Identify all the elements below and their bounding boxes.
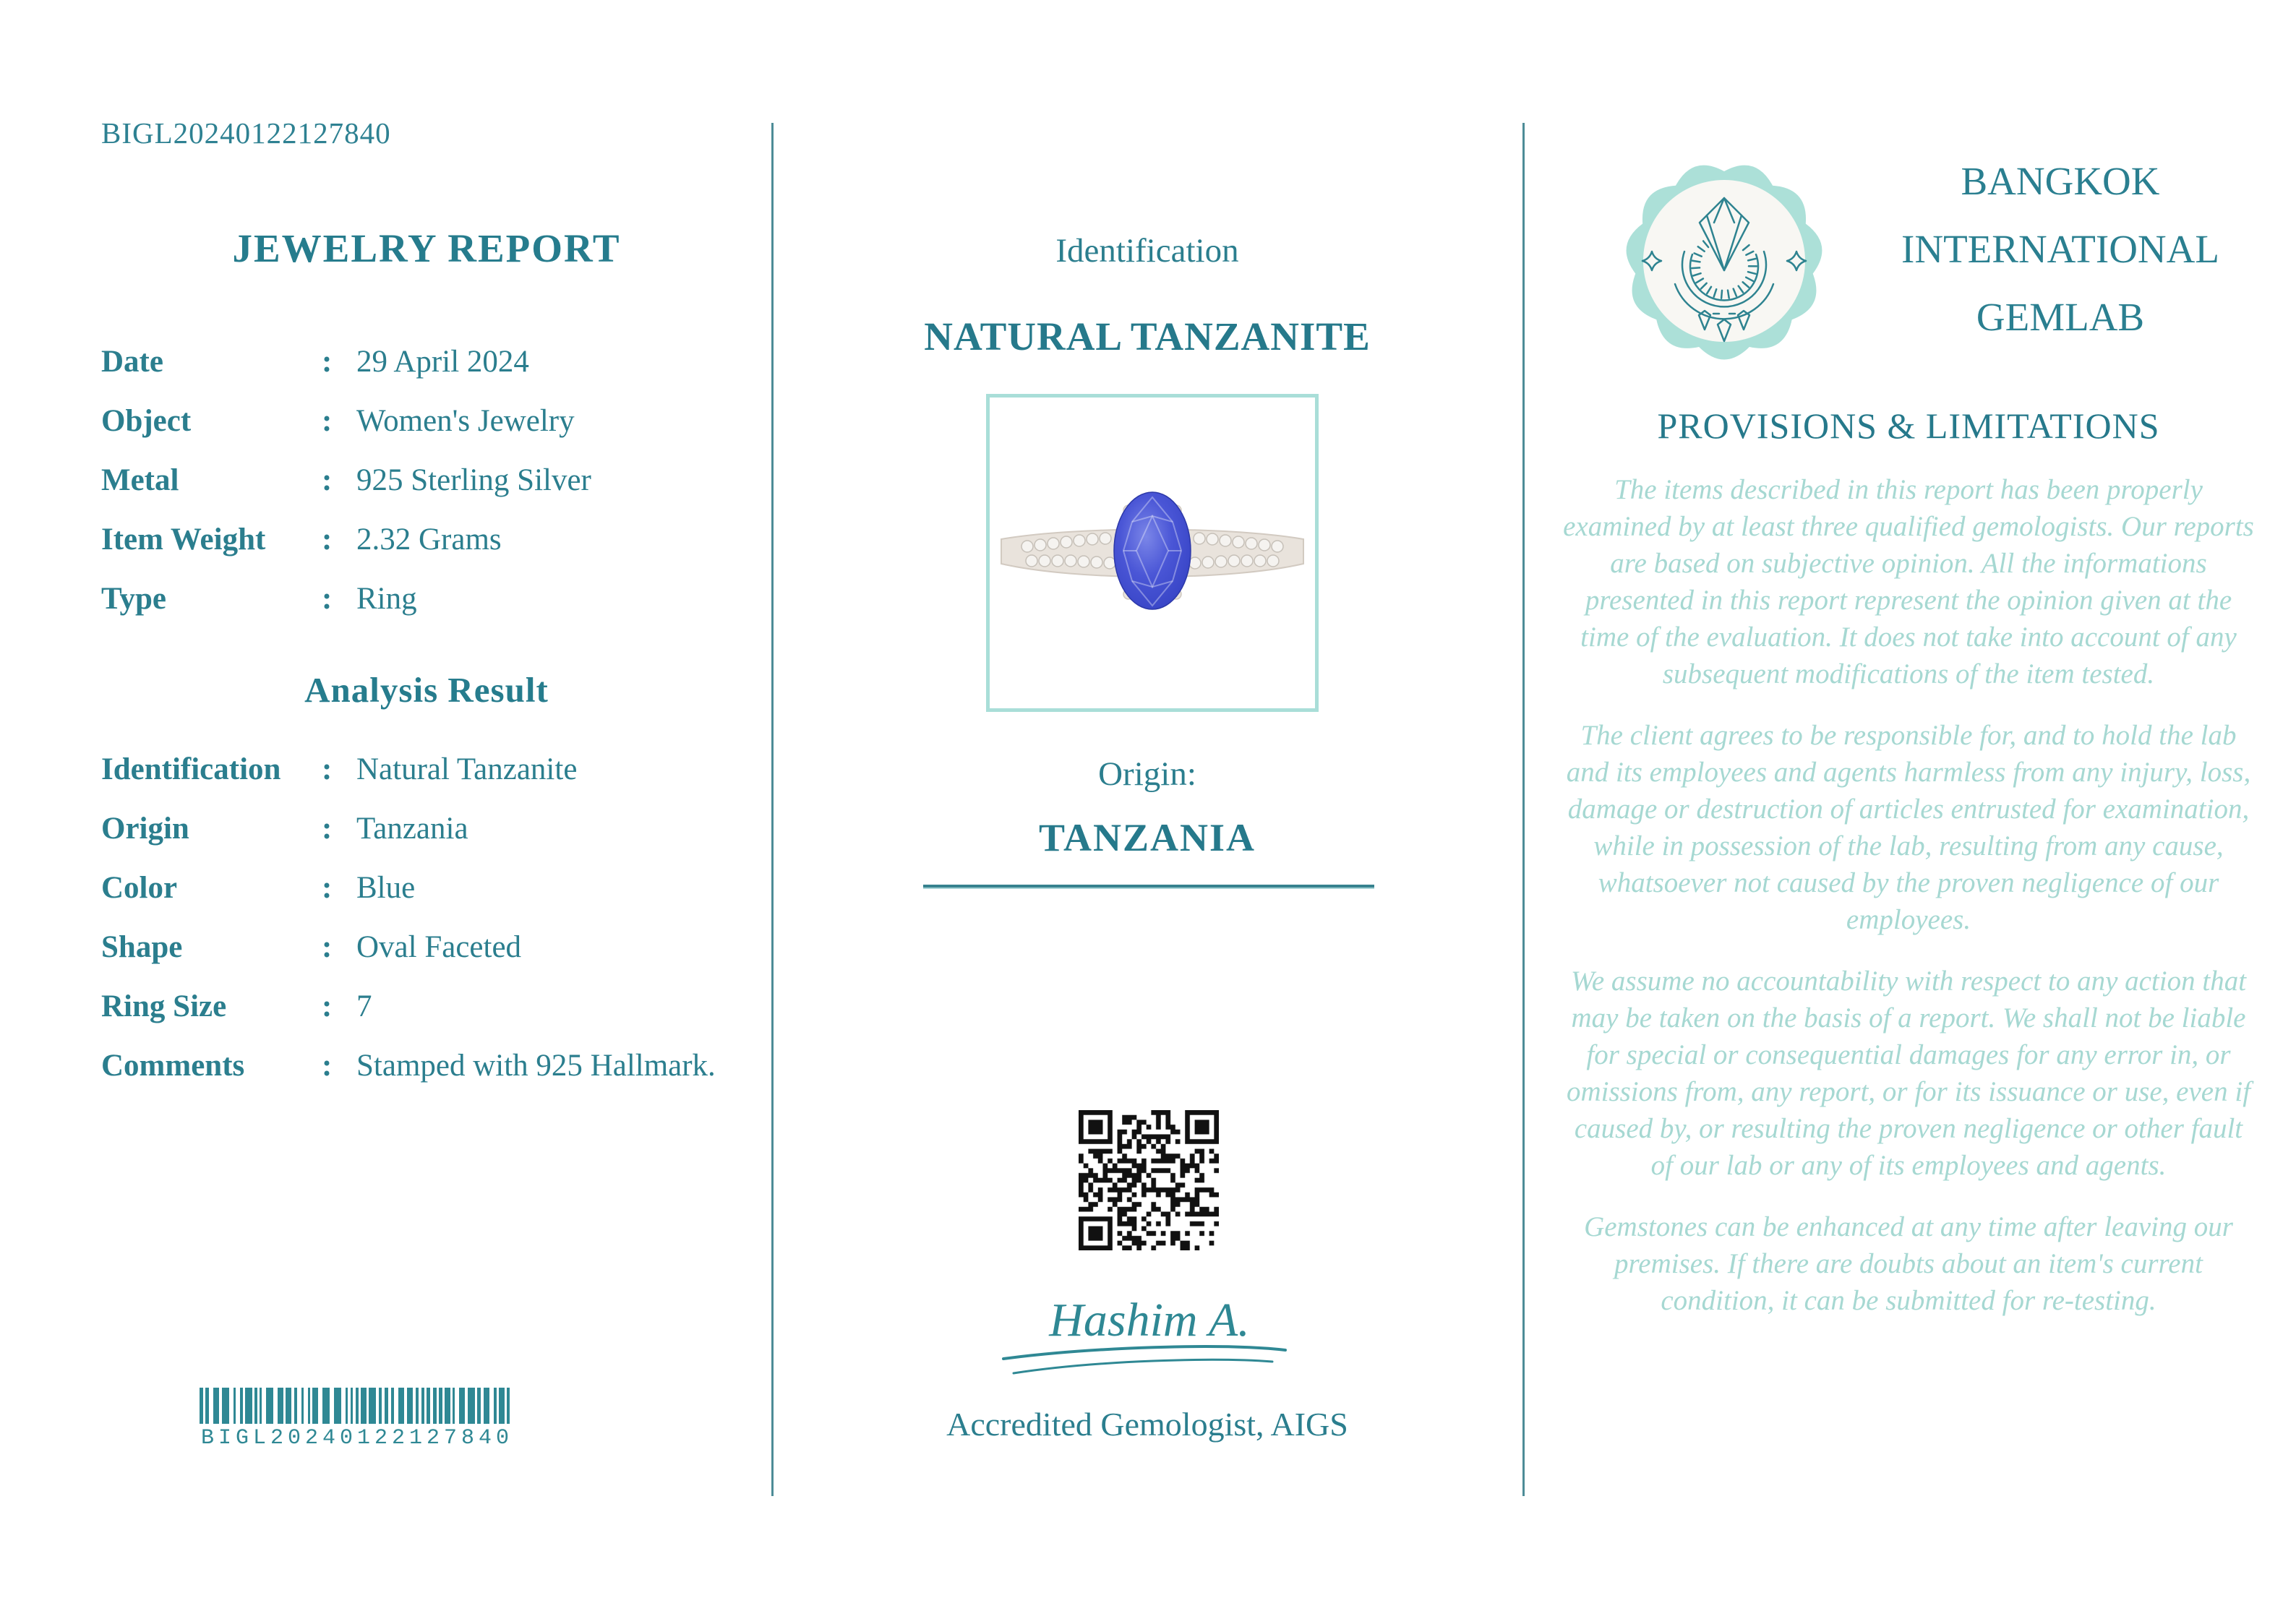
colon: : bbox=[322, 812, 333, 846]
detail-row bbox=[101, 522, 817, 557]
colon: : bbox=[322, 752, 333, 786]
detail-row bbox=[101, 344, 817, 379]
signature-name: Hashim A. bbox=[1049, 1294, 1250, 1346]
analysis-result-title: Analysis Result bbox=[304, 670, 549, 710]
analysis-row bbox=[101, 870, 817, 906]
analysis-value: Natural Tanzanite bbox=[356, 752, 578, 786]
colon: : bbox=[322, 930, 333, 964]
provisions-paragraph: We assume no accountability with respect to any action that may be taken on the basis of a report. We shall not be liable for special or consequential damages for any error in, or omissions from, any report, or for its issuance or use, even if caused by, or resulting the proven negligence or other fault of our lab or any of its employees and agents. bbox=[1566, 966, 2251, 1181]
origin-label: Origin: bbox=[1098, 755, 1196, 793]
ring-photo-frame bbox=[986, 394, 1319, 712]
lab-name-line: INTERNATIONAL bbox=[1901, 227, 2219, 271]
page-title: JEWELRY REPORT bbox=[232, 226, 621, 270]
analysis-value: Blue bbox=[356, 871, 416, 905]
colon: : bbox=[322, 404, 333, 438]
detail-label: Metal bbox=[101, 463, 179, 497]
colon: : bbox=[322, 871, 333, 905]
identification-heading: Identification bbox=[1055, 232, 1239, 270]
barcode-icon bbox=[200, 1388, 515, 1424]
analysis-label: Origin bbox=[101, 812, 189, 846]
colon: : bbox=[322, 1049, 333, 1083]
colon: : bbox=[322, 345, 333, 379]
detail-value: 2.32 Grams bbox=[356, 523, 502, 557]
analysis-label: Color bbox=[101, 871, 178, 905]
gemologist-title: Accredited Gemologist, AIGS bbox=[946, 1406, 1348, 1443]
tanzanite-ring-image bbox=[990, 398, 1315, 708]
detail-label: Item Weight bbox=[101, 523, 266, 557]
analysis-label: Shape bbox=[101, 930, 183, 964]
lab-name-line: GEMLAB bbox=[1976, 295, 2145, 339]
provisions-text bbox=[1562, 471, 2256, 1344]
analysis-label: Comments bbox=[101, 1049, 245, 1083]
gem-name: NATURAL TANZANITE bbox=[924, 314, 1371, 358]
gemlab-badge-icon bbox=[1619, 156, 1829, 366]
signature-icon bbox=[983, 1281, 1316, 1400]
lab-name bbox=[1843, 147, 2277, 351]
detail-row bbox=[101, 581, 817, 616]
detail-value: 925 Sterling Silver bbox=[356, 463, 591, 497]
colon: : bbox=[322, 523, 333, 557]
analysis-row bbox=[101, 1048, 817, 1083]
provisions-title: PROVISIONS & LIMITATIONS bbox=[1657, 405, 2160, 446]
barcode bbox=[200, 1388, 515, 1451]
analysis-value: Oval Faceted bbox=[356, 930, 522, 964]
analysis-row bbox=[101, 929, 817, 965]
colon: : bbox=[322, 989, 333, 1023]
detail-label: Date bbox=[101, 345, 163, 379]
detail-row bbox=[101, 463, 817, 498]
analysis-label: Ring Size bbox=[101, 989, 227, 1023]
analysis-row bbox=[101, 752, 817, 787]
analysis-value: Tanzania bbox=[356, 812, 468, 846]
origin-value: TANZANIA bbox=[1038, 816, 1256, 859]
detail-label: Type bbox=[101, 582, 166, 616]
provisions-paragraph: The items described in this report has been properly examined by at least three qualified gemologists. Our reports are based on subjective opinion. All the informations presented in this report represent the opinion given at the time of the evaluation. It does not take into account of any subsequent modifications of the item tested. bbox=[1563, 474, 2254, 689]
analysis-row bbox=[101, 811, 817, 846]
barcode-text: BIGL20240122127840 bbox=[200, 1426, 514, 1451]
detail-value: Ring bbox=[356, 582, 417, 616]
detail-label: Object bbox=[101, 404, 192, 438]
detail-row bbox=[101, 403, 817, 439]
panel-divider-right bbox=[1522, 123, 1525, 1496]
provisions-paragraph: Gemstones can be enhanced at any time after leaving our premises. If there are doubts about an item's current condition, it can be submitted for re-testing. bbox=[1584, 1211, 2233, 1316]
colon: : bbox=[322, 463, 333, 497]
report-number: BIGL20240122127840 bbox=[101, 116, 391, 150]
panel-divider-left bbox=[771, 123, 774, 1496]
analysis-row bbox=[101, 989, 817, 1024]
analysis-value: 7 bbox=[356, 989, 372, 1023]
analysis-label: Identification bbox=[101, 752, 281, 786]
analysis-value: Stamped with 925 Hallmark. bbox=[356, 1049, 716, 1083]
colon: : bbox=[322, 582, 333, 616]
qr-code-icon bbox=[1079, 1110, 1219, 1250]
detail-value: 29 April 2024 bbox=[356, 345, 529, 379]
detail-value: Women's Jewelry bbox=[356, 404, 575, 438]
origin-divider bbox=[923, 885, 1374, 889]
lab-name-line: BANGKOK bbox=[1961, 159, 2160, 203]
provisions-paragraph: The client agrees to be responsible for, and to hold the lab and its employees and agents harmless from any injury, loss, damage or destruction of articles entrusted for examination, while in possession of the lab, resulting from any cause, whatsoever not caused by the proven negligence of our employees. bbox=[1566, 720, 2251, 935]
